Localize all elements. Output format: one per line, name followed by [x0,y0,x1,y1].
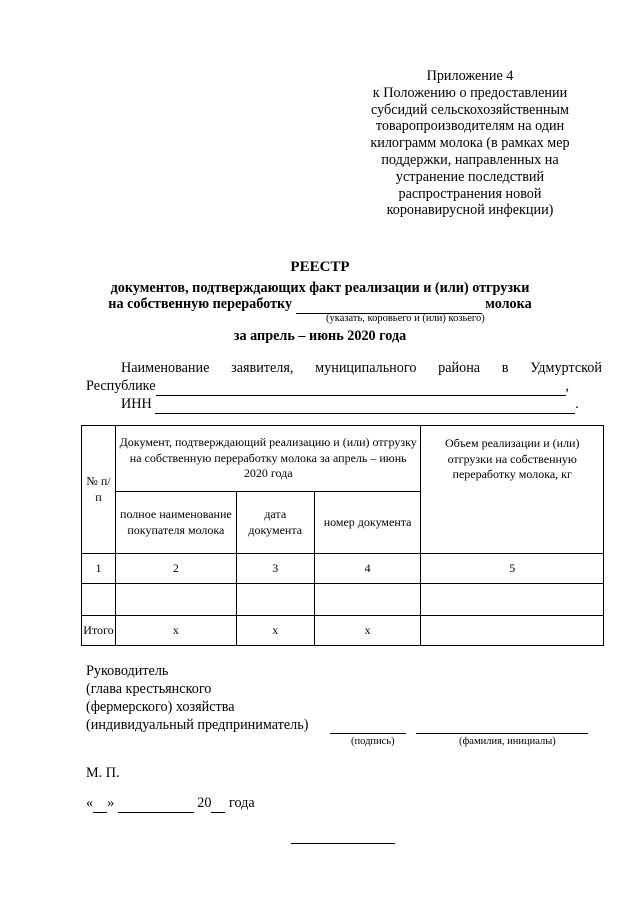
milk-type-blank[interactable] [296,296,482,314]
date-line [86,795,255,813]
year-blank[interactable] [211,795,225,813]
appendix-note [352,68,588,219]
signature-caption: (подпись) [351,736,395,747]
applicant-name-line [86,378,569,396]
year-prefix: 20 [197,795,212,811]
header-volume: Объем реализации и (или) отгрузки на собственную переработку молока, кг [421,426,604,554]
empty-cell[interactable] [115,584,236,616]
appendix-line: устранение последствий [395,168,545,185]
empty-cell[interactable] [82,584,116,616]
document-title: РЕЕСТР [290,259,350,275]
header-date: дата документа [236,492,314,554]
table-row [82,584,604,616]
period-mark: . [575,396,579,412]
empty-cell[interactable] [314,584,421,616]
total-mark: х [236,616,314,646]
applicant-region-label: Республике [86,378,156,394]
inn-blank[interactable] [155,396,575,414]
col-index: 5 [421,554,604,584]
processing-suffix: молока [485,296,532,312]
appendix-line: Приложение 4 [426,68,514,84]
header-number: № п/п [82,426,116,554]
total-row [82,616,604,646]
day-blank[interactable] [93,795,107,813]
appendix-line: субсидий сельскохозяйственным [370,101,570,118]
full-name-blank[interactable] [416,716,588,734]
col-index: 3 [236,554,314,584]
col-index: 4 [314,554,421,584]
total-label: Итого [82,616,116,646]
signature-blank[interactable] [330,716,406,734]
month-blank[interactable] [118,795,194,813]
total-mark: х [314,616,421,646]
milk-type-line [0,296,640,314]
header-doc-number: номер документа [314,492,421,554]
registry-table [81,425,604,646]
quote-open: « [86,795,94,811]
seal-mark: М. П. [86,765,120,781]
processing-prefix: на собственную переработку [108,296,293,312]
applicant-name-blank[interactable] [156,378,566,396]
appendix-line: коронавирусной инфекции) [386,202,554,219]
col-index: 1 [82,554,116,584]
empty-cell[interactable] [236,584,314,616]
document-subtitle: документов, подтверждающих факт реализации и (или) отгрузки [110,280,530,296]
full-name-caption: (фамилия, инициалы) [459,736,556,747]
comma: , [565,378,570,394]
year-word: года [229,795,255,811]
appendix-line: товаропроизводителям на один [375,118,565,135]
applicant-label: Наименование заявителя, муниципального района в Удмуртской [121,360,602,376]
appendix-line: распространения новой [398,185,542,202]
signature-role-line: (индивидуальный предприниматель) [86,717,309,733]
inn-label: ИНН [121,396,152,412]
signature-role-line: (фермерского) хозяйства [86,699,235,715]
empty-cell[interactable] [421,584,604,616]
period-line: за апрель – июнь 2020 года [233,328,407,344]
signature-role-line: (глава крестьянского [86,681,212,697]
signature-role-line: Руководитель [86,663,169,679]
header-document-group: Документ, подтверждающий реализацию и (или) отгрузку на собственную переработку молока за апрель – июнь 2020 года [115,426,420,492]
header-buyer: полное наименование покупателя молока [115,492,236,554]
inn-line [121,396,579,414]
quote-close: » [107,795,115,811]
end-rule [291,843,395,844]
total-volume-cell[interactable] [421,616,604,646]
appendix-line: поддержки, направленных на [381,151,559,168]
appendix-line: к Положению о предоставлении [372,84,568,101]
col-index: 2 [115,554,236,584]
milk-type-hint: (указать, коровьего и (или) козьего) [326,313,485,324]
total-mark: х [115,616,236,646]
appendix-line: килограмм молока (в рамках мер [370,135,570,152]
